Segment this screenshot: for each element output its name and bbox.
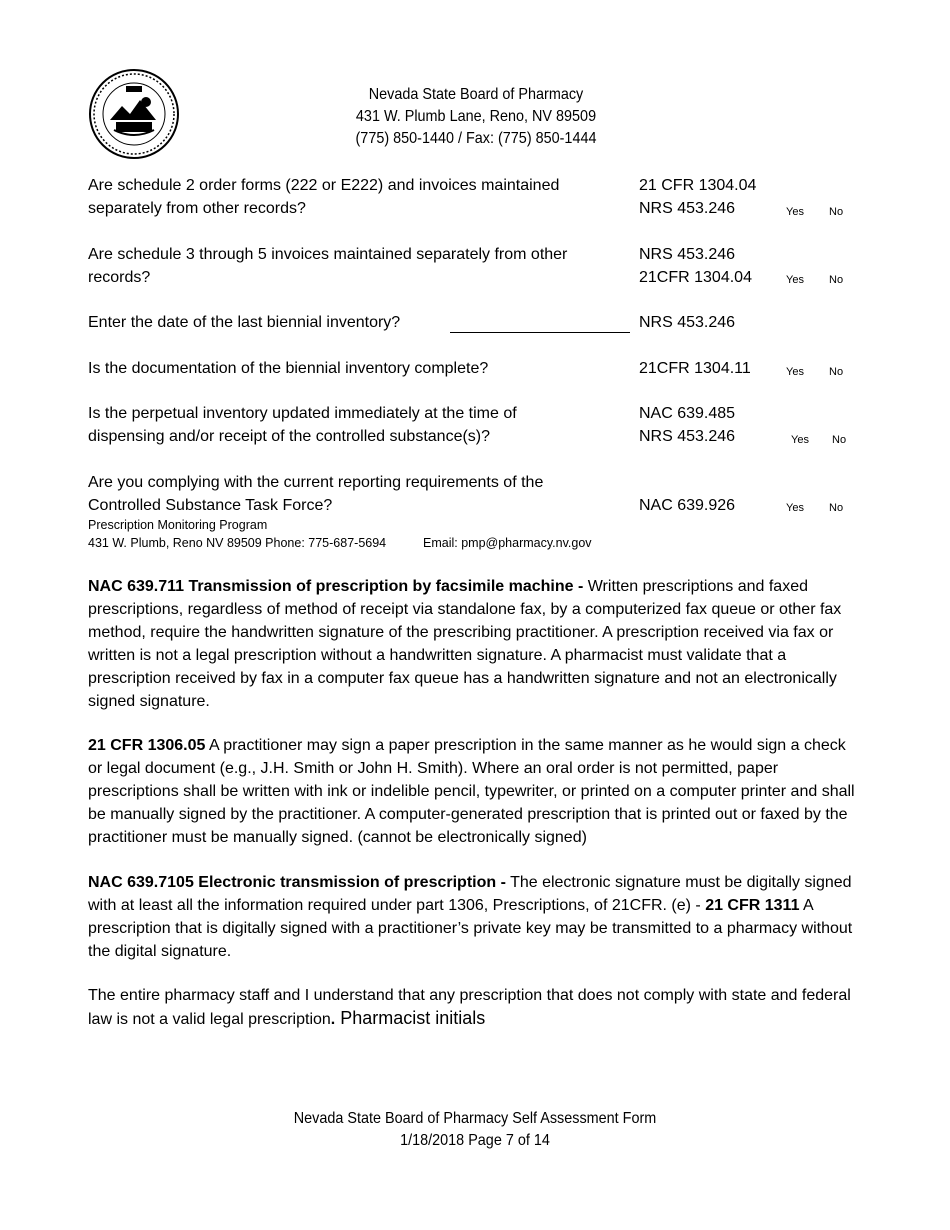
question-3-reference: NRS 453.246	[639, 314, 736, 331]
header-address: 431 W. Plumb Lane, Reno, NV 89509	[355, 108, 597, 125]
paragraph-21-cfr-1306-05: 21 CFR 1306.05 A practitioner may sign a paper prescription in the same manner as he would sign a check or legal document (e.g., J.H. Smith or John H. Smith). Where an oral order is not permitted, paper prescriptions shall be written with ink or indelible pencil, typewriter, or printed on a computer printer and shall be manually signed by the practitioner. A computer-generated prescription that is printed out or faxed by the practitioner must be manually signed. (cannot be electronically signed)	[88, 737, 855, 846]
pmp-program-name: Prescription Monitoring Program	[88, 518, 268, 532]
question-5-no-option[interactable]: No	[832, 434, 847, 446]
paragraph-nac-639-7105: NAC 639.7105 Electronic transmission of prescription - The electronic signature must be digitally signed with at least all the information required under part 1306, Prescriptions, of 21CFR. (e) - 21 CFR 1311 A prescription that is digitally signed with a practitioner’s private key may be transmitted to a pharmacy without the digital signature.	[88, 874, 853, 960]
header-phone-fax: (775) 850-1440 / Fax: (775) 850-1444	[355, 130, 597, 147]
question-6-yes-option[interactable]: Yes	[786, 502, 804, 514]
pmp-address-phone: 431 W. Plumb, Reno NV 89509 Phone: 775-687-5694	[88, 536, 387, 550]
question-6-no-option[interactable]: No	[829, 502, 844, 514]
question-2-no-option[interactable]: No	[829, 274, 844, 286]
pmp-email: Email: pmp@pharmacy.nv.gov	[423, 536, 592, 550]
footer-date-page: 1/18/2018 Page 7 of 14	[400, 1132, 550, 1149]
question-2-references: NRS 453.246 21CFR 1304.04	[639, 246, 752, 286]
biennial-inventory-date-field[interactable]	[450, 332, 630, 333]
question-6-reference: NAC 639.926	[639, 497, 736, 514]
question-4: Is the documentation of the biennial inventory complete?	[88, 360, 489, 377]
footer-form-title: Nevada State Board of Pharmacy Self Assessment Form	[293, 1110, 657, 1127]
question-2: Are schedule 3 through 5 invoices maintained separately from other records?	[88, 246, 568, 286]
header-org-name: Nevada State Board of Pharmacy	[368, 86, 584, 103]
paragraph-staff-acknowledgement: The entire pharmacy staff and I understand that any prescription that does not comply with state and federal law is not a valid legal prescription. Pharmacist initials	[88, 987, 851, 1028]
question-1-references: 21 CFR 1304.04 NRS 453.246	[639, 177, 757, 217]
question-1-yes-option[interactable]: Yes	[786, 206, 804, 218]
paragraph-nac-639-711: NAC 639.711 Transmission of prescription by facsimile machine - Written prescriptions and faxed prescriptions, regardless of method of receipt via standalone fax, by a computerized fax queue or other fax method, require the handwritten signature of the prescribing practitioner. A prescription received via fax or written is not a legal prescription without a handwritten signature. A pharmacist must validate that a prescription received by fax in a computer fax queue has a handwritten signature and not an electronically signed signature.	[88, 578, 842, 710]
question-5: Is the perpetual inventory updated immediately at the time of dispensing and/or receipt of the controlled substance(s)?	[88, 405, 517, 445]
question-1: Are schedule 2 order forms (222 or E222) and invoices maintained separately from other records?	[88, 177, 560, 217]
question-4-no-option[interactable]: No	[829, 366, 844, 378]
question-2-yes-option[interactable]: Yes	[786, 274, 804, 286]
question-4-yes-option[interactable]: Yes	[786, 366, 804, 378]
question-1-no-option[interactable]: No	[829, 206, 844, 218]
question-5-yes-option[interactable]: Yes	[791, 434, 809, 446]
question-5-references: NAC 639.485 NRS 453.246	[639, 405, 736, 445]
question-4-reference: 21CFR 1304.11	[639, 360, 751, 377]
question-6: Are you complying with the current reporting requirements of the Controlled Substance Task Force?	[88, 474, 544, 514]
pharmacist-initials-label: Pharmacist initials	[335, 1008, 486, 1028]
question-3: Enter the date of the last biennial inventory?	[88, 314, 401, 331]
